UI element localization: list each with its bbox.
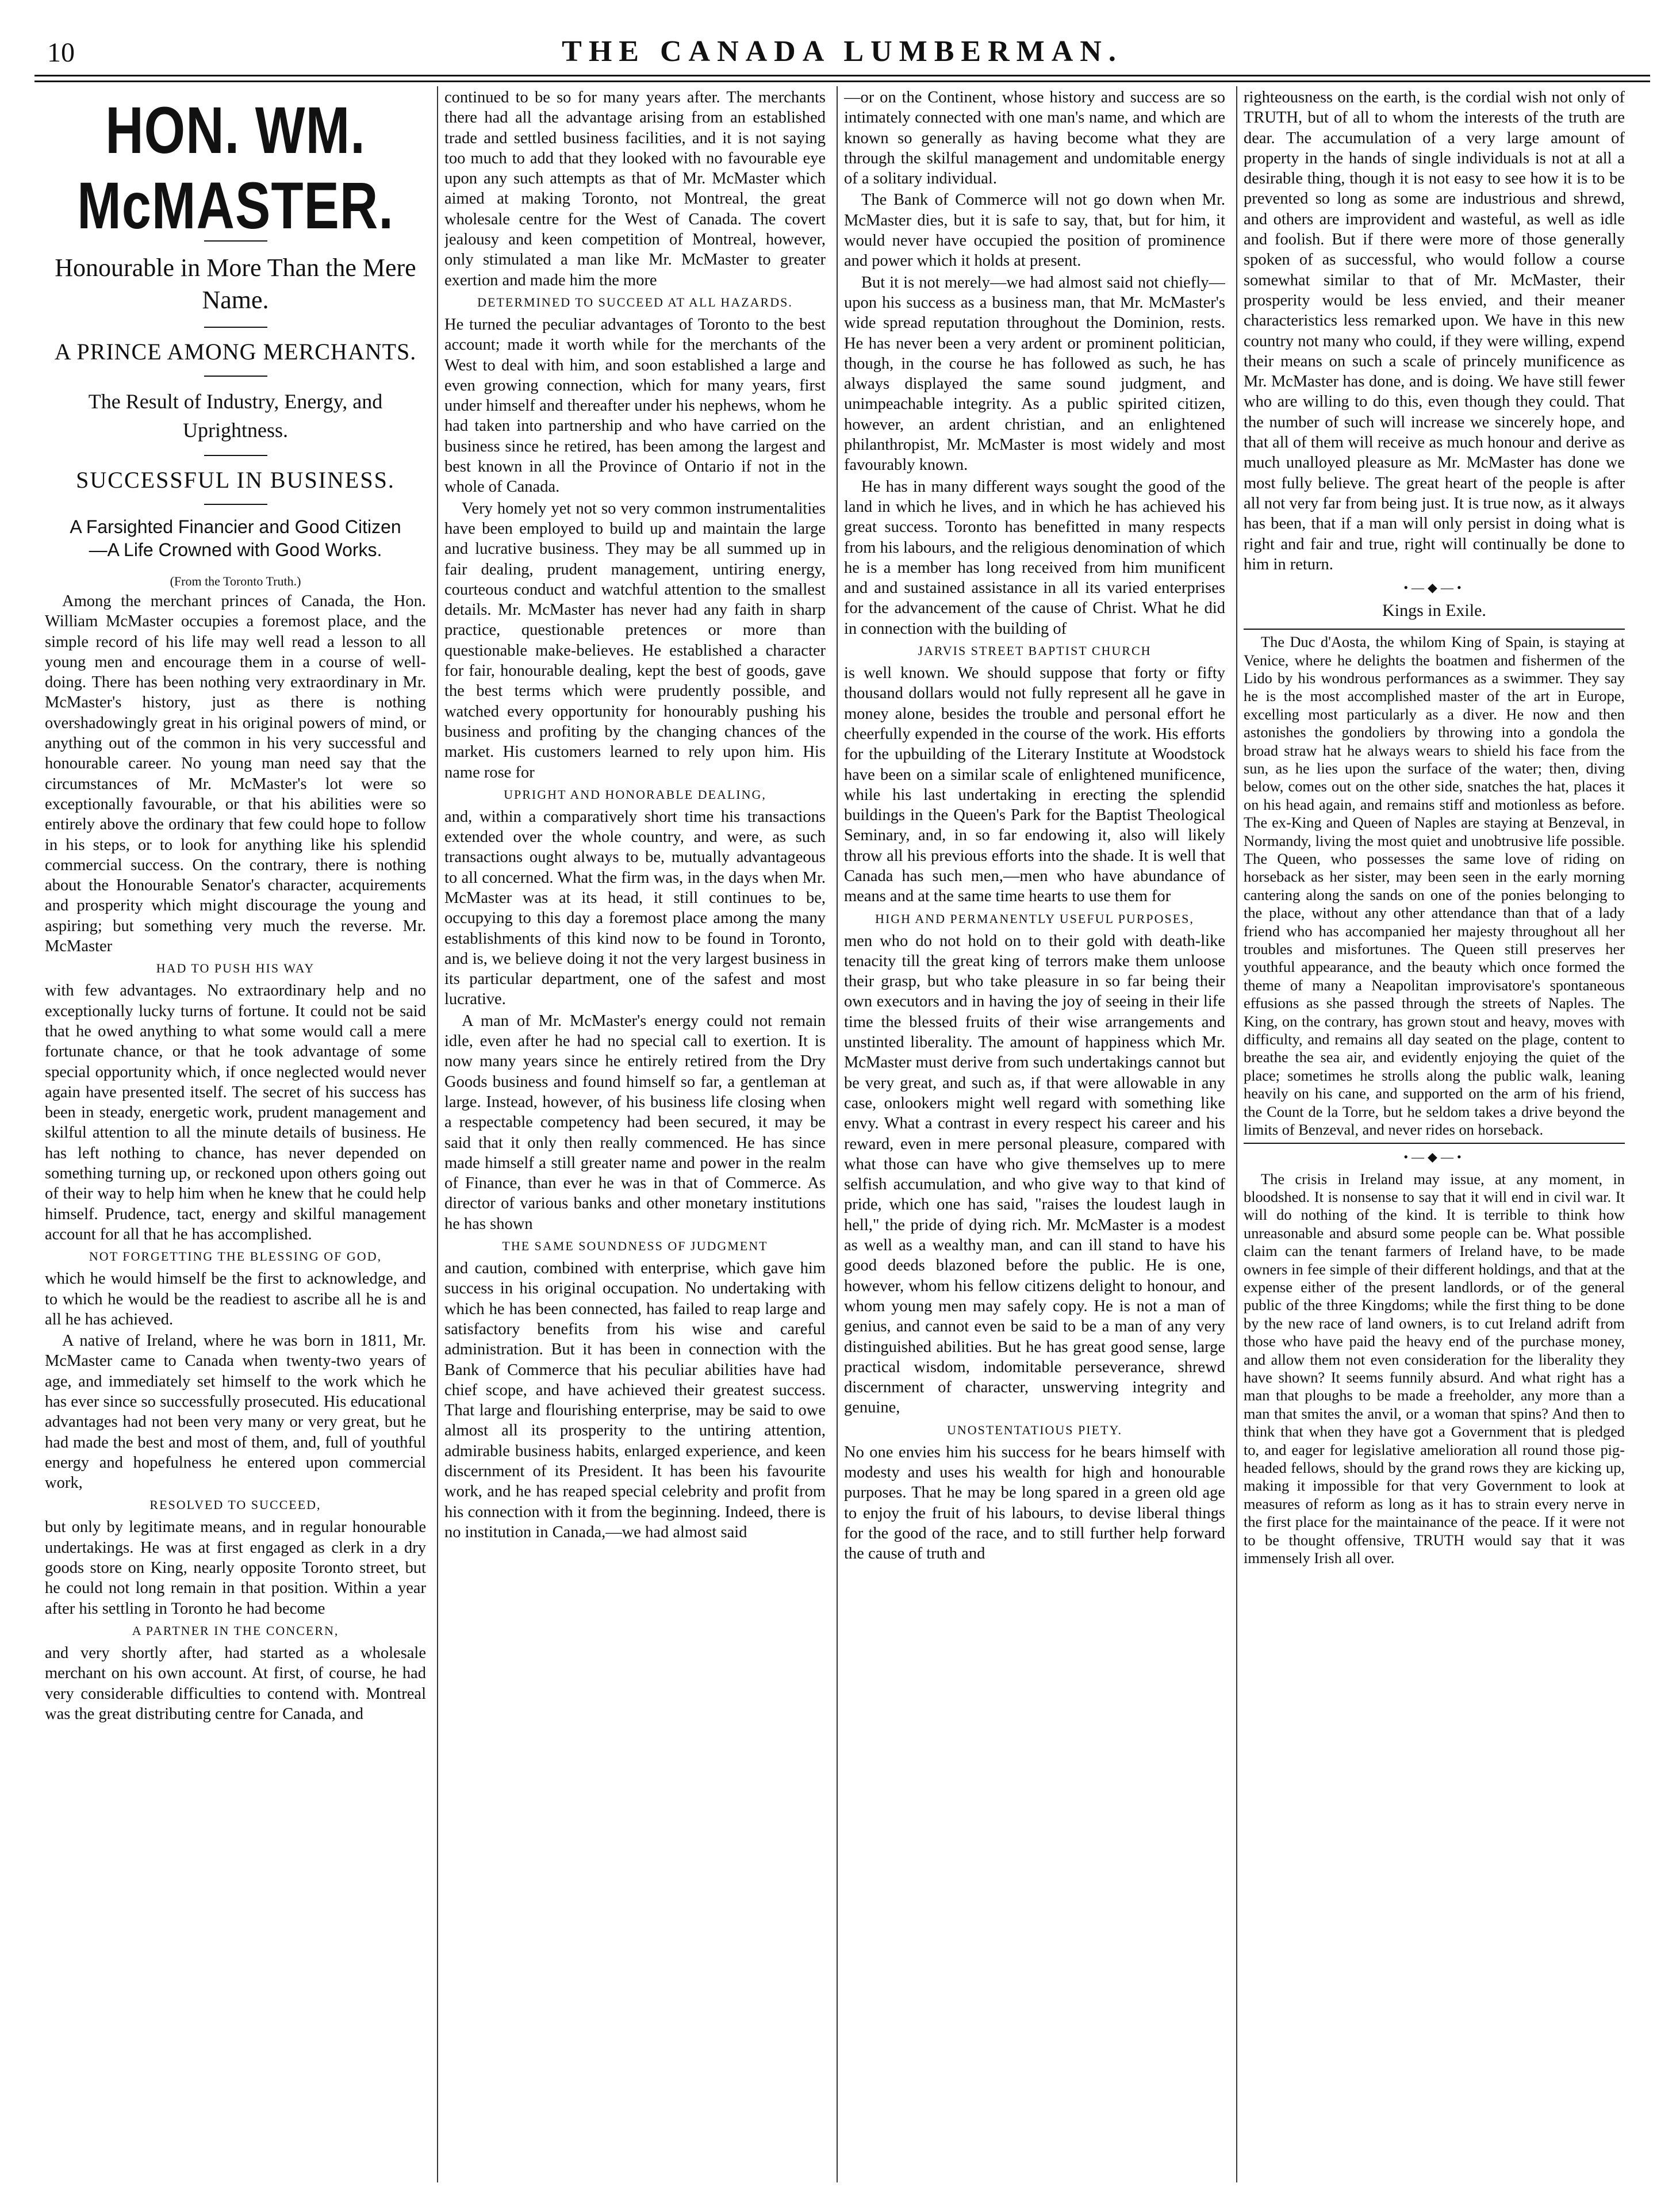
column-3 bbox=[844, 87, 1225, 2181]
subheading: RESOLVED TO SUCCEED, bbox=[149, 1498, 321, 1512]
paragraph: which he would himself be the first to acknowledge, and to which he would be the readiest to ascribe all he is and all he has achieved. bbox=[45, 1270, 426, 1328]
subheading: JARVIS STREET BAPTIST CHURCH bbox=[918, 644, 1152, 658]
subheading: THE SAME SOUNDNESS OF JUDGMENT bbox=[502, 1239, 768, 1254]
paragraph: and, within a comparatively short time his transactions extended over the whole country, and were, as such transactions ought always to be, mutually advantageous to all concerned. What the firm was, in the days when Mr. McMaster was at its head, it still continues to be, occupying to this day a foremost place among the many establishments of this kind now to be found in Toronto, and is, we believe doing it not the very largest business in its particular department, one of the safest and most lucrative. bbox=[444, 807, 826, 1009]
column-rule bbox=[437, 86, 438, 2182]
paragraph: He turned the peculiar advantages of Toronto to the best account; made it worth while for the merchants of the West to deal with him, and soon established a large and even growing connection, which for many years, first under himself and thereafter under his nephews, whom he had taken into partnership and who have carried on the business since he retired, has been among the largest and best known in all the Province of Ontario if not in the whole of Canada. bbox=[444, 315, 826, 496]
paragraph: and very shortly after, had started as a wholesale merchant on his own account. At first, of course, he had very considerable difficulties to contend with. Montreal was the great distributing centre for Canada, and bbox=[45, 1644, 426, 1723]
masthead bbox=[34, 33, 1650, 74]
masthead-rule bbox=[34, 75, 1650, 76]
page-number: 10 bbox=[47, 37, 75, 68]
subheading: UNOSTENTATIOUS PIETY. bbox=[946, 1422, 1123, 1437]
paragraph: A native of Ireland, where he was born in 1811, Mr. McMaster came to Canada when twenty-two years of age, and immediately set himself to the work which he has ever since so successfully prosecuted. His educational advantages had not been very many or very great, but he had made the best and most of them, and, full of youthful energy and hopefulness he entered upon commercial work, bbox=[45, 1332, 426, 1492]
divider bbox=[204, 504, 267, 505]
paragraph: righteousness on the earth, is the cordial wish not only of TRUTH, but of all to whom the interests of the truth are dear. The accumulation of a very large amount of property in the hands of single individuals is not at all a desirable thing, though it is not easy to see how it is to be prevented so long as some are industrious and shrewd, and others are improvident and wasteful, as well as idle and foolish. But if there were more of those generally spoken of as successful, who would follow a course somewhat similar to that of Mr. McMaster, their prosperity would be less envied, and their meaner characteristics less remarked upon. We have in this new country not many who could, if they were willing, expend their means on such a scale of princely munificence as Mr. McMaster has done, and is doing. We have still fewer who are willing to do this, even though they could. That the number of such will increase we sincerely hope, and that all of them will receive as much honour and derive as much unalloyed pleasure as Mr. McMaster has done we most fully believe. The great heart of the people is after all not very far from being just. It is true now, as it always has been, that if a man will only persist in doing what is right and fair and true, right will continually be done to him in return. bbox=[1244, 89, 1625, 573]
divider bbox=[204, 376, 267, 377]
newspaper-title: THE CANADA LUMBERMAN. bbox=[562, 35, 1123, 68]
paragraph: —or on the Continent, whose history and success are so intimately connected with one man's name, and which are known so generally as having become what they are through the skilful management and undomitable energy of a solitary individual. bbox=[844, 89, 1225, 188]
paragraph: is well known. We should suppose that forty or fifty thousand dollars would not fully represent all he gave in money alone, besides the trouble and personal effort he cheerfully expended in the course of the work. His efforts for the upbuilding of the Literary Institute at Woodstock have been on a similar scale of enlightened munificence, while his last undertaking in erecting the splendid buildings in the Queen's Park for the Baptist Theological Seminary, and, in so far endowing it, also will likely throw all his previous efforts into the shade. It is well that Canada has such men,—men who have abundance of means and at the same time hearts to use them for bbox=[844, 664, 1225, 906]
paragraph: and caution, combined with enterprise, which gave him success in his original occupation. No undertaking with which he has been connected, has failed to reap large and satisfactory benefits from his wise and careful administration. But it has been in connection with the Bank of Commerce that his peculiar abilities have had chief scope, and have achieved their greatest success. That large and flourishing enterprise, may be said to owe almost all its prosperity to the untiring attention, admirable business habits, enlarged experience, and keen discernment of its President. It has been his favourite work, and he has reaped special celebrity and profit from his connection with it from the beginning. Indeed, there is no institution in Canada,—we had almost said bbox=[444, 1259, 826, 1541]
masthead-rule-2 bbox=[34, 81, 1650, 82]
divider bbox=[204, 327, 267, 328]
column-rule bbox=[1236, 86, 1237, 2182]
column-2 bbox=[444, 87, 826, 2181]
column-4 bbox=[1244, 87, 1625, 2181]
subheading: NOT FORGETTING THE BLESSING OF GOD, bbox=[89, 1249, 382, 1264]
column-1 bbox=[45, 87, 426, 2181]
article-headline: HON. WM. McMASTER. bbox=[77, 94, 394, 243]
article-deck: Honourable in More Than the Mere Name. bbox=[55, 254, 416, 314]
article-deck: The Result of Industry, Energy, and Uprightness. bbox=[88, 390, 383, 442]
subheading: A PARTNER IN THE CONCERN, bbox=[132, 1623, 339, 1638]
paragraph: He has in many different ways sought the good of the land in which he lives, and in which he has achieved his great success. Toronto has benefitted in many respects from his labours, and the religious denomination of which he is a member has long received from him munificent and and sustained assistance in all its varied enterprises for the advancement of the cause of Christ. What he did in connection with the building of bbox=[844, 477, 1225, 638]
paragraph: But it is not merely—we had almost said not chiefly—upon his success as a business man, that Mr. McMaster's wide spread reputation throughout the Dominion, rests. He has never been a very ardent or prominent politician, though, in the course he has followed as such, he has always displayed the same sound judgment, and unimpeachable integrity. As a public spirited citizen, however, an ardent christian, and an enlightened philanthropist, Mr. McMaster is most widely and most favourably known. bbox=[844, 273, 1225, 474]
paragraph: A man of Mr. McMaster's energy could not remain idle, even after he had no special call to exertion. It is now many years since he entirely retired from the Dry Goods business and found himself so far, a gentleman at large. Instead, however, of his business life closing when a respectable competency had been secured, it may be said that it only then really commenced. He has since made himself a still greater name and power in the realm of Finance, than ever he was in that of Commerce. As director of various banks and other monetary institutions he has shown bbox=[444, 1012, 826, 1233]
paragraph: continued to be so for many years after. The merchants there had all the advantage arising from an established trade and settled business facilities, and it is not saying too much to add that they looked with no favourable eye upon any such attempts as that of Mr. McMaster which aimed at making Toronto, not Montreal, the great wholesale centre for the West of Canada. The covert jealousy and keen competition of Montreal, however, only stimulated a man like Mr. McMaster to greater exertion and made him the more bbox=[444, 89, 826, 289]
paragraph: The Duc d'Aosta, the whilom King of Spain, is staying at Venice, where he delights the boatmen and fishermen of the Lido by his wondrous performances as a swimmer. They say he is the most accomplished master of the art in Europe, excelling most particularly as a diver. He now and then astonishes the gondoliers by throwing into a gondola the broad straw hat he always wears to shield his face from the sun, as he lies upon the surface of the water; then, diving below, comes out on the other side, snatches the hat, places it on his head again, and remains stiff and motionless as before. The ex-King and Queen of Naples are staying at Benzeval, in Normandy, living the most quiet and unobtrusive life possible. The Queen, who possesses the same love of riding on horseback as her sister, may been seen in the early morning cantering along the sands on one of the ponies belonging to the place, without any other attendance than that of a lady friend who has accompanied her majesty throughout all her troubles and misfortunes. The Queen still preserves her youthful appearance, and the beauty which once formed the theme of many a Neapolitan improvisatore's spontaneous effusions as she passed through the streets of Naples. The King, on the contrary, has grown stout and heavy, moves with difficulty, and remains all day seated on the plage, content to breathe the sea air, and evidently enjoying the quiet of the place; sometimes he strolls along the public walk, leaning heavily on his cane, and supported on the arm of his friend, the Count de la Torre, but he seldom takes a drive beyond the limits of Benzeval, and never rides on horseback. bbox=[1244, 633, 1625, 1139]
source-credit: (From the Toronto Truth.) bbox=[170, 574, 301, 588]
section-ornament: •—◆—• bbox=[1403, 580, 1465, 595]
divider bbox=[1244, 1143, 1625, 1144]
paragraph: The crisis in Ireland may issue, at any moment, in bloodshed. It is nonsense to say that it will end in civil war. It will do nothing of the kind. It is terrible to think how unreasonable and absurd some people can be. What possible claim can the tenant farmers of Ireland have, to be made owners in fee simple of their different holdings, and that at the expense either of the present landlords, or of the general public of the three Kingdoms; while the first thing to be done by the new race of land owners, is to cut Ireland adrift from those who have paid the heavy end of the purchase money, and allow them not even consideration for the liberality they have shown? It seems funnily absurd. And what right has a man that ploughs to be made a freeholder, any more than a man that smites the anvil, or a woman that spins? And then to think that when they have got a Government that is pledged to, and eager for legislative amelioration all round those pig-headed fellows, should by the grand rows they are kicking up, making it impossible for that very Government to look at measures of reform as long as it has to strain every nerve in the first place for the maintainance of the peace. If it were not to be thought offensive, TRUTH would say that it was immensely Irish all over. bbox=[1244, 1170, 1625, 1567]
paragraph: with few advantages. No extraordinary help and no exceptionally lucky turns of fortune. It could not be said that he owed anything to what some would call a mere fortunate chance, or that he took advantage of some special opportunity which, if once neglected would never again have presented itself. The secret of his success has been in steady, energetic work, prudent management and skilful attention to all the minute details of business. He has left nothing to chance, has never depended on something turning up, or reckoned upon others going out of their way to help him when he knew that he could help himself. Prudence, tact, energy and skilful management account for all that he has accomplished. bbox=[45, 982, 426, 1243]
paragraph: Very homely yet not so very common instrumentalities have been employed to build up and maintain the large and lucrative business. They may be all summed up in fair dealing, prudent management, untiring energy, courteous conduct and watchful attention to the smallest details. Mr. McMaster has never had any faith in sharp practice, questionable pretences or more than questionable make-believes. He established a character for fair, honourable dealing, kept the best of goods, gave the best terms which were prudently possible, and watched every opportunity for honourably pushing his business and profiting by the changing chances of the market. His customers learned to rely upon him. His name rose for bbox=[444, 499, 826, 782]
column-rule bbox=[837, 86, 838, 2182]
subheading: DETERMINED TO SUCCEED AT ALL HAZARDS. bbox=[477, 294, 793, 309]
paragraph: The Bank of Commerce will not go down when Mr. McMaster dies, but it is safe to say, that, but for him, it would never have occupied the position of prominence and power which it holds at present. bbox=[844, 191, 1225, 270]
section-ornament: •—◆—• bbox=[1403, 1149, 1465, 1164]
divider bbox=[204, 455, 267, 456]
paragraph: but only by legitimate means, and in regular honourable undertakings. He was at first engaged as clerk in a dry goods store on King, nearly opposite Toronto street, but he could not long remain in that position. Within a year after his settling in Toronto he had become bbox=[45, 1518, 426, 1618]
paragraph: Among the merchant princes of Canada, the Hon. William McMaster occupies a foremost place, and the simple record of his life may well read a lesson to all young men and encourage them in a course of well-doing. There has been nothing very extraordinary in Mr. McMaster's history, just as there is nothing overshadowingly great in his original powers of mind, or anything out of the common in his very successful and honourable career. No young man need say that the circumstances of Mr. McMaster's lot were so exceptionally favourable, or that his abilities were so entirely above the ordinary that few could hope to follow in his steps, or to look for anything like his splendid commercial success. On the contrary, there is nothing about the Honourable Senator's character, acquirements and prosperity which might discourage the young and aspiring; but something very much the reverse. Mr. McMaster bbox=[45, 592, 426, 956]
article-deck: A PRINCE AMONG MERCHANTS. bbox=[54, 339, 417, 365]
subheading: HAD TO PUSH HIS WAY bbox=[156, 961, 315, 976]
subheading: HIGH AND PERMANENTLY USEFUL PURPOSES, bbox=[875, 911, 1194, 926]
subheading: UPRIGHT AND HONORABLE DEALING, bbox=[504, 787, 766, 802]
article-deck: SUCCESSFUL IN BUSINESS. bbox=[76, 467, 395, 493]
section-heading: Kings in Exile. bbox=[1382, 601, 1486, 621]
paragraph: men who do not hold on to their gold with death-like tenacity till the great king of terrors make them unloose their grasp, but who take pleasure in so far being their own executors and in having the joy of seeing in their life time the blessed fruits of their wise arrangements and unstinted liberality. The amount of happiness which Mr. McMaster must derive from such undertakings cannot but be very great, and such as, if that were allowable in any case, onlookers might well regard with something like envy. What a contrast in every respect his career and his reward, even in mere personal pleasure, compared with what those can have who give themselves up to mere selfish accumulation, and who give way to that kind of pride, which one has said, "raises the loudest laugh in hell," the pride of dying rich. Mr. McMaster is a modest as well as a wealthy man, and can ill stand to have his good deeds blazoned before the public. He is one, however, whom his fellow citizens delight to honour, and whom young men may safely copy. He is not a man of genius, and cannot even be said to be a man of any very distinguished abilities. But he has great good sense, large practical wisdom, indomitable perseverance, shrewd discernment of character, unswerving integrity and genuine, bbox=[844, 932, 1225, 1417]
divider bbox=[1244, 629, 1625, 630]
article-deck: A Farsighted Financier and Good Citizen—A Life Crowned with Good Works. bbox=[70, 516, 401, 560]
paragraph: No one envies him his success for he bears himself with modesty and uses his wealth for high and honourable purposes. That he may be long spared in a green old age to enjoy the fruit of his labours, to devise liberal things for the good of the race, and to still further help forward the cause of truth and bbox=[844, 1443, 1225, 1563]
